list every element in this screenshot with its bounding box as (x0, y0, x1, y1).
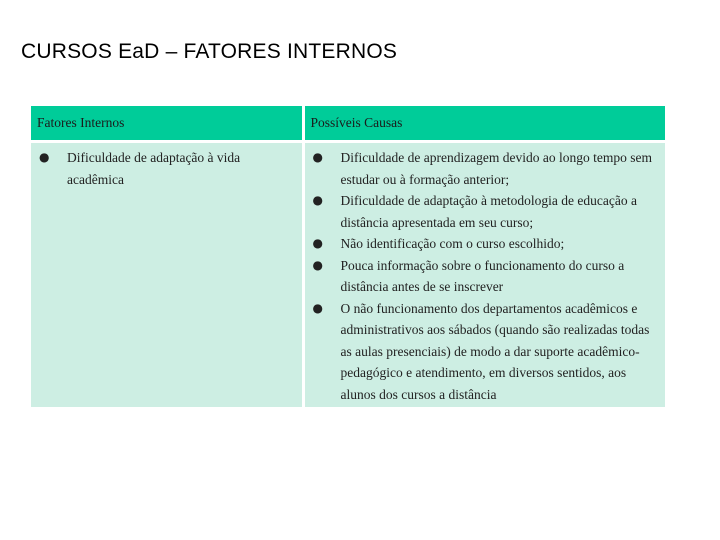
cause-text: Dificuldade de adaptação à metodologia de educação a distância apresentada em seu curso; (340, 193, 637, 230)
table-row (31, 142, 665, 408)
list-item (311, 147, 660, 190)
cause-text: Dificuldade de aprendizagem devido ao longo tempo sem estudar ou à formação anterior; (340, 150, 653, 187)
cause-text: Pouca informação sobre o funcionamento do curso a distância antes de se inscrever (340, 257, 625, 294)
list-item (311, 233, 660, 255)
header-possiveis-causas: Possíveis Causas (303, 106, 665, 142)
factors-list (37, 147, 296, 190)
list-item (311, 298, 660, 406)
factors-table (31, 106, 665, 407)
table-header-row (31, 106, 665, 142)
list-item (311, 255, 660, 298)
cause-text: Não identificação com o curso escolhido; (340, 236, 565, 251)
list-item (311, 190, 660, 233)
list-item (37, 147, 296, 190)
causes-list (311, 147, 660, 405)
bullet-icon: ● (312, 300, 323, 315)
bullet-icon: ● (312, 236, 323, 250)
header-fatores-internos: Fatores Internos (31, 106, 303, 142)
bullet-icon: ● (39, 150, 50, 164)
factors-cell (31, 142, 303, 408)
slide-title: CURSOS EaD – FATORES INTERNOS (21, 40, 398, 63)
bullet-icon: ● (312, 257, 323, 272)
causes-cell (303, 142, 665, 408)
factor-text: Dificuldade de adaptação à vida acadêmica (67, 150, 241, 187)
bullet-icon: ● (312, 150, 323, 164)
cause-text: O não funcionamento dos departamentos acadêmicos e administrativos aos sábados (quando são realizadas todas as aulas presenciais) de modo a dar suporte acadêmico-pedagógico e atendimento, em diversos sentidos, aos alunos dos cursos a distância (340, 300, 650, 402)
bullet-icon: ● (312, 193, 323, 207)
